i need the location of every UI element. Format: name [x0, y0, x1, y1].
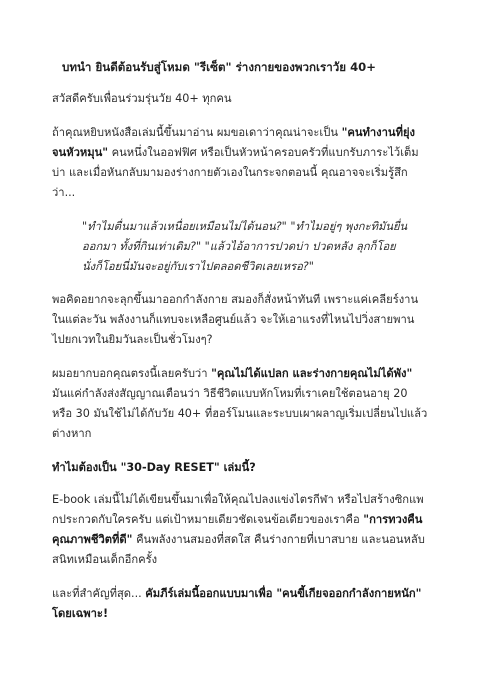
reassurance-text-before: ผมอยากบอกคุณตรงนี้เลยครับว่า [52, 367, 212, 380]
purpose-paragraph [52, 490, 428, 570]
closing-emphasis: คัมภีร์เล่มนี้ออกแบบมาเพื่อ "คนขี้เกียจออกกำลังกายหนัก" โดยเฉพาะ! [52, 587, 422, 620]
purpose-emphasis: "การทวงคืนคุณภาพชีวิตที่ดี" [52, 513, 423, 546]
intro-text-after: คนหนึ่งในออฟฟิศ หรือเป็นหัวหน้าครอบครัวที่แบกรับภาระไว้เต็มบ่า และเมื่อหันกลับมามองร่างกายตัวเองในกระจกตอนนี้ คุณอาจจะเริ่มรู้สึกว่า... [52, 146, 419, 199]
purpose-text-before: E-book เล่มนี้ไม่ได้เขียนขึ้นมาเพื่อให้คุณไปลงแข่งไตรกีฬา หรือไปสร้างซิกแพกประกวดกับใครครับ แต่เป้าหมายเดียวชัดเจนข้อเดียวของเราคือ [52, 493, 424, 526]
reader-questions-quote: "ทำไมตื่นมาแล้วเหนื่อยเหมือนไม่ได้นอน?" "ทำไมอยู่ๆ พุงกะทิมันยื่นออกมา ทั้งที่กินเท่าเดิม?" "แล้วไอ้อาการปวดบ่า ปวดหลัง ลุกก็โอย นั่งก็โอยนี่มันจะอยู่กับเราไปตลอดชีวิตเลยเหรอ?" [82, 220, 408, 273]
reassurance-paragraph [52, 364, 428, 444]
greeting-paragraph: สวัสดีครับเพื่อนร่วมรุ่นวัย 40+ ทุกคน [52, 92, 232, 105]
intro-emphasis: "คนทำงานที่ยุ่งจนหัวหมุน" [52, 126, 415, 159]
closing-paragraph [52, 584, 428, 624]
energy-paragraph: พอคิดอยากจะลุกขึ้นมาออกกำลังกาย สมองก็สั่งหน้าทันที เพราะแค่เคลียร์งานในแต่ละวัน พลังงานก็แทบจะเหลือศูนย์แล้ว จะให้เอาแรงที่ไหนไปวิ่งสายพาน ไปยกเวทในยิมวันละเป็นชั่วโมงๆ? [52, 293, 419, 346]
document-title: บทนำ ยินดีต้อนรับสู่โหมด "รีเซ็ต" ร่างกายของพวกเราวัย 40+ [62, 60, 376, 74]
intro-text-before: ถ้าคุณหยิบหนังสือเล่มนี้ขึ้นมาอ่าน ผมขอเดาว่าคุณน่าจะเป็น [52, 126, 342, 139]
reassurance-emphasis: "คุณไม่ได้แปลก และร่างกายคุณไม่ได้พัง" [211, 367, 413, 380]
intro-paragraph [52, 123, 428, 203]
closing-text-before: และที่สำคัญที่สุด... [52, 587, 146, 600]
section-subheading: ทำไมต้องเป็น "30-Day RESET" เล่มนี้? [52, 461, 256, 474]
purpose-text-after: คืนพลังงานสมองที่สดใส คืนร่างกายที่เบาสบาย และนอนหลับสนิทเหมือนเด็กอีกครั้ง [52, 533, 425, 566]
reassurance-text-after: มันแค่กำลังส่งสัญญาณเตือนว่า วิธีชีวิตแบบหักโหมที่เราเคยใช้ตอนอายุ 20 หรือ 30 มันใช้ไม่ได้กับวัย 40+ ที่ฮอร์โมนและระบบเผาผลาญเริ่มเปลี่ยนไปแล้วต่างหาก [52, 387, 428, 440]
